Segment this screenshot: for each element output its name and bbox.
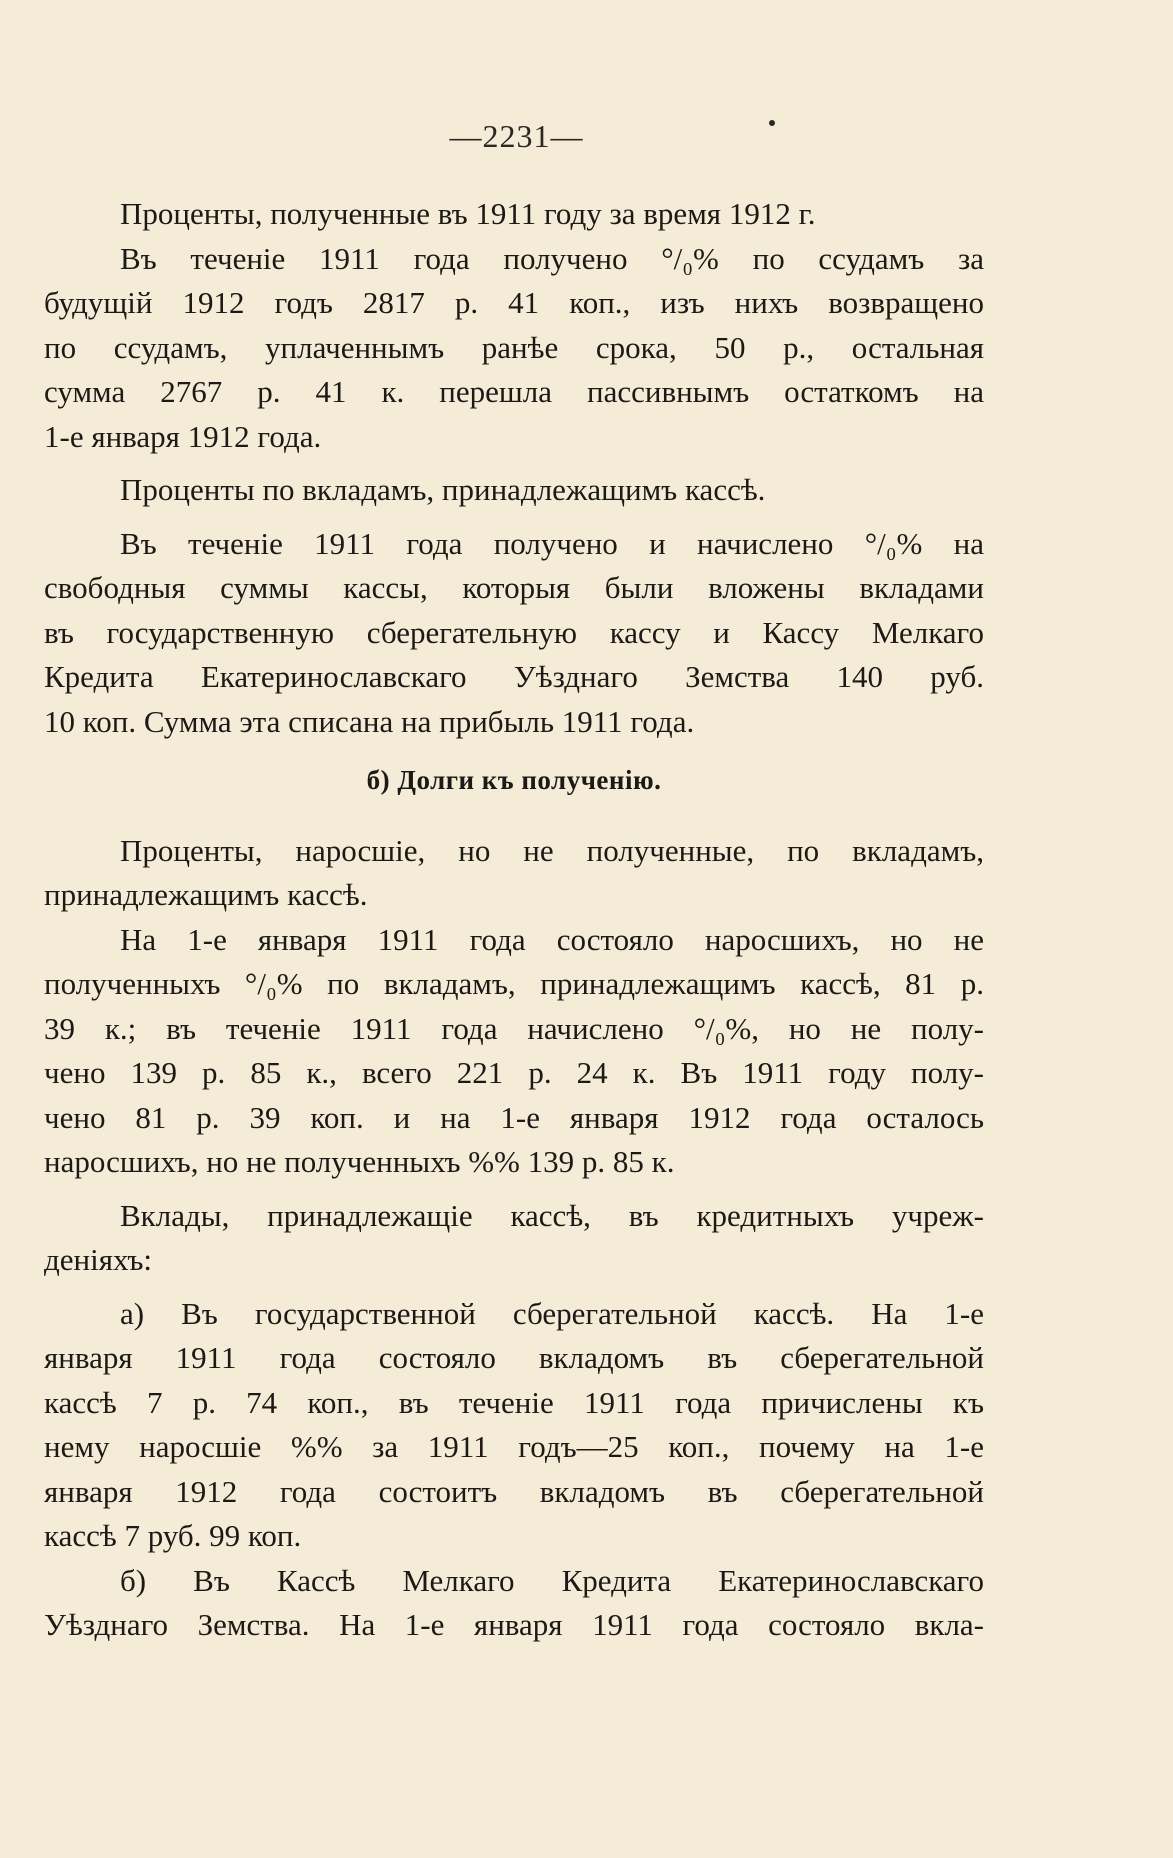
text-line: января 1911 года состояло вкладомъ въ сберегательной bbox=[44, 1340, 984, 1375]
text-line: На 1-е января 1911 года состояло наросшихъ, но не bbox=[120, 921, 984, 957]
text-line: Уѣзднаго Земства. На 1-е января 1911 года состояло вкла- bbox=[44, 1607, 984, 1642]
text-line: Кредита Екатеринославскаго Уѣзднаго Земства 140 руб. bbox=[44, 659, 984, 694]
page-number: —2231— bbox=[449, 118, 584, 154]
text-line: кассѣ 7 руб. 99 коп. bbox=[44, 1518, 302, 1553]
subheading-deposits-institutions: Вклады, принадлежащіе кассѣ, въ кредитныхъ учреж- bbox=[120, 1197, 984, 1233]
text-line: чено 139 р. 85 к., всего 221 р. 24 к. Въ 1911 году полу- bbox=[44, 1055, 984, 1090]
text-line: б) Въ Кассѣ Мелкаго Кредита Екатеринославскаго bbox=[120, 1562, 984, 1598]
body-text bbox=[44, 192, 984, 1648]
text-line: въ государственную сберегательную кассу и Кассу Мелкаго bbox=[44, 614, 984, 650]
text-line: Въ теченіе 1911 года получено °/₀% по ссудамъ за bbox=[120, 240, 984, 276]
text-line: деніяхъ: bbox=[44, 1242, 152, 1277]
text-line: Въ теченіе 1911 года получено и начислено °/₀% на bbox=[120, 525, 984, 561]
text-line: нему наросшіе %% за 1911 годъ—25 коп., почему на 1-е bbox=[44, 1429, 984, 1464]
subheading-interest-deposits: Проценты по вкладамъ, принадлежащимъ кассѣ. bbox=[120, 472, 766, 507]
text-line: по ссудамъ, уплаченнымъ ранѣе срока, 50 р., остальная bbox=[44, 329, 984, 365]
text-line: 1-е января 1912 года. bbox=[44, 418, 322, 454]
text-line: а) Въ государственной сберегательной кассѣ. На 1-е bbox=[120, 1295, 984, 1331]
subheading-accrued-interest: Проценты, наросшіе, но не полученные, по вкладамъ, bbox=[120, 832, 984, 868]
text-line: 39 к.; въ теченіе 1911 года начислено °/₀%, но не полу- bbox=[44, 1010, 984, 1046]
text-line: будущій 1912 годъ 2817 р. 41 коп., изъ нихъ возвращено bbox=[44, 285, 984, 320]
text-line: января 1912 года состоитъ вкладомъ въ сберегательной bbox=[44, 1473, 984, 1509]
text-line: наросшихъ, но не полученныхъ %% 139 р. 85 к. bbox=[44, 1144, 675, 1179]
text-line: свободныя суммы кассы, которыя были вложены вкладами bbox=[44, 570, 984, 605]
text-line: полученныхъ °/₀% по вкладамъ, принадлежащимъ кассѣ, 81 р. bbox=[44, 966, 984, 1001]
subheading-interest-received: Проценты, полученные въ 1911 году за время 1912 г. bbox=[120, 196, 816, 231]
text-line: сумма 2767 р. 41 к. перешла пассивнымъ остаткомъ на bbox=[44, 374, 984, 409]
text-line: чено 81 р. 39 коп. и на 1-е января 1912 года осталось bbox=[44, 1099, 984, 1135]
text-line: кассѣ 7 р. 74 коп., въ теченіе 1911 года причислены къ bbox=[44, 1384, 984, 1420]
text-line: 10 коп. Сумма эта списана на прибыль 1911 года. bbox=[44, 703, 695, 739]
section-heading: б) Долги къ полученію. bbox=[366, 765, 662, 795]
text-line: принадлежащимъ кассѣ. bbox=[44, 877, 368, 912]
ink-dot bbox=[769, 120, 775, 126]
